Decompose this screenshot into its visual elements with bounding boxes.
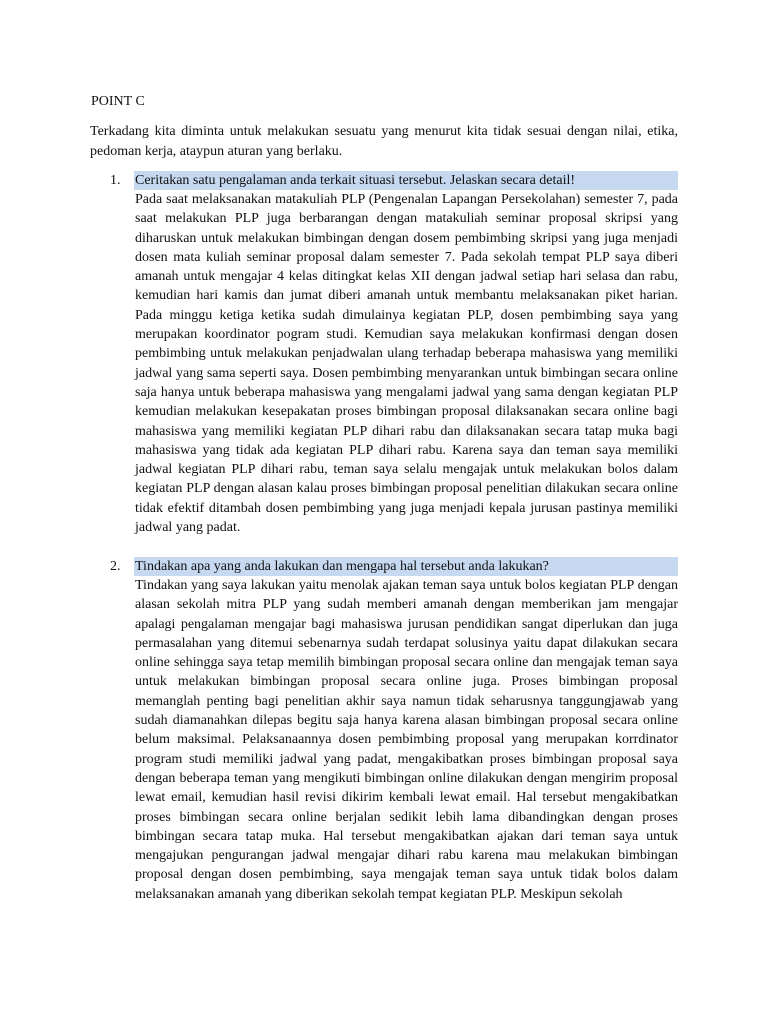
question-2-number: 2. (110, 559, 121, 574)
question-1-text: Ceritakan satu pengalaman anda terkait situasi tersebut. Jelaskan secara detail! (134, 171, 678, 190)
answer-1-paragraph: Pada saat melaksanakan matakuliah PLP (Pengenalan Lapangan Persekolahan) semester 7, pada saat melakukan PLP juga berbarangan dengan matakuliah seminar proposal skripsi yang diharuskan untuk melakukan bimbingan dengan dosem pembimbing skripsi yang juga menjadi dosen mata kuliah seminar proposal dalam semester 7. Pada sekolah tempat PLP saya diberi amanah untuk mengajar 4 kelas ditingkat kelas XII dengan jadwal setiap hari selasa dan rabu, kemudian hari kamis dan jumat diberi amanah untuk membantu melaksanakan piket harian. Pada minggu ketiga ketika sudah dimulainya kegiatan PLP, dosen pembimbing saya yang merupakan koordinator pogram studi. Kemudian saya melakukan konfirmasi dengan dosen pembimbing untuk melakukan penjadwalan ulang terhadap beberapa mahasiswa yang memiliki jadwal yang sama seperti saya. Dosen pembimbing menyarankan untuk bimbingan secara online saja hanya untuk beberapa mahasiswa yang mengalami jadwal yang sama dengan kegiatan PLP kemudian melakukan kesepakatan proses bimbingan proposal dilaksanakan secara online bagi mahasiswa yang memiliki kegiatan PLP dihari rabu dan dilaksanakan secara tatap muka bagi mahasiswa yang tidak ada kegiatan PLP dihari rabu. Karena saya dan teman saya memiliki jadwal kegiatan PLP dihari rabu, teman saya selalu mengajak untuk melakukan bolos dalam kegiatan PLP dengan alasan kalau proses bimbingan proposal penelitian dilakukan secara online tidak efektif ditambah dosen pembimbing yang juga menjadi kepala jurusan pastinya memiliki jadwal yang padat. (135, 192, 678, 536)
intro-paragraph: Terkadang kita diminta untuk melakukan sesuatu yang menurut kita tidak sesuai dengan nilai, etika, pedoman kerja, ataypun aturan yang berlaku. (90, 124, 678, 159)
question-1 (110, 171, 678, 190)
section-heading: POINT C (91, 94, 145, 109)
question-2 (110, 557, 678, 576)
answer-2-paragraph: Tindakan yang saya lakukan yaitu menolak ajakan teman saya untuk bolos kegiatan PLP dengan alasan sekolah mitra PLP yang sudah memberi amanah dengan memberikan jam mengajar apalagi pengalaman mengajar bagi mahasiswa jurusan pendidikan sangat diperlukan dan juga permasalahan yang ditemui sebenarnya sudah terdapat solusinya yaitu dapat dilakukan secara online sehingga saya tetap memilih bimbingan proposal secara online dan mengajak teman saya untuk melakukan bimbingan proposal secara online juga. Proses bimbingan proposal memanglah penting bagi penelitian akhir saya namun tidak seharusnya tanggungjawab yang sudah diamanahkan dilepas begitu saja hanya karena alasan bimbingan proposal secara online belum maksimal. Pelaksanaannya dosen pembimbing proposal yang merupakan korrdinator program studi memiliki jadwal yang padat, mengakibatkan proses bimbingan proposal saya dengan beberapa teman yang mengikuti bimbingan online dilakukan dengan mengirim proposal lewat email, kemudian hasil revisi dikirim kembali lewat email. Hal tersebut mengakibatkan proses bimbingan secara online berjalan sedikit lebih lama dibandingkan dengan proses bimbingan secara tatap muka. Hal tersebut mengakibatkan ajakan dari teman saya untuk mengajukan pengurangan jadwal mengajar dihari rabu karena mau melakukan bimbingan proposal dengan dosen pembimbing, saya mengajak teman saya untuk tidak bolos dalam melaksanakan amanah yang diberikan sekolah tempat kegiatan PLP. Meskipun sekolah (135, 578, 678, 902)
question-1-number: 1. (110, 173, 121, 188)
question-2-text: Tindakan apa yang anda lakukan dan mengapa hal tersebut anda lakukan? (134, 557, 678, 576)
